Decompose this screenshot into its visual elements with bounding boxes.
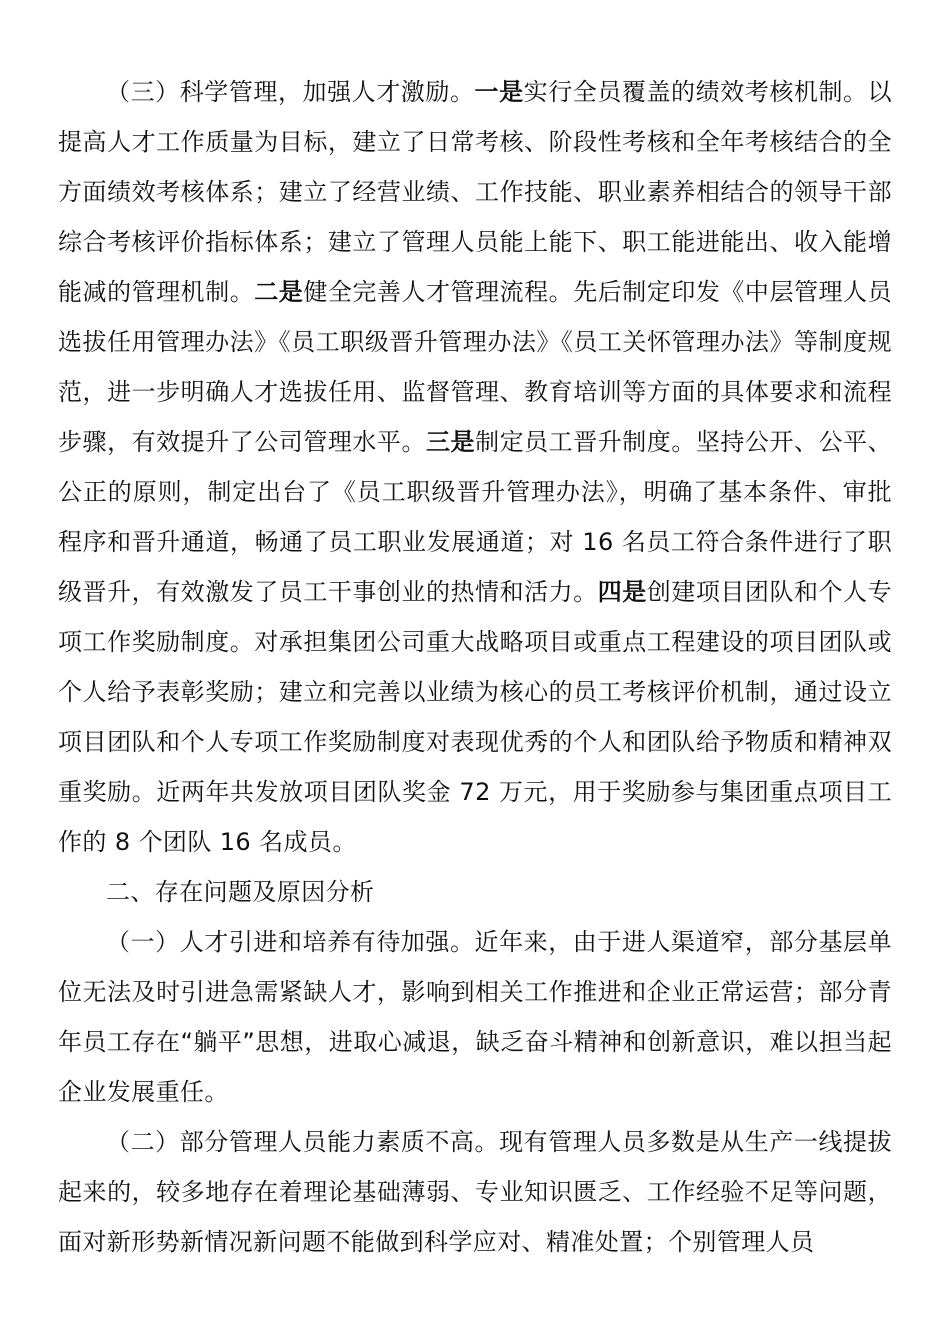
section-heading-problems: 二、存在问题及原因分析 — [106, 878, 375, 906]
point-3-label: 三是 — [426, 428, 476, 456]
point-4-label: 四是 — [597, 578, 647, 606]
paragraph-problem-2: （二）部分管理人员能力素质不高。现有管理人员多数是从生产一线提拔起来的，较多地存在着理论基础薄弱、专业知识匮乏、工作经验不足等问题，面对新形势新情况新问题不能做到科学应对、精准处置；个别管理人员 — [58, 1128, 892, 1256]
point-2-text: 健全完善人才管理流程。先后制定印发《中层管理人员选拔任用管理办法》《员工职级晋升管理办法》《员工关怀管理办法》等制度规范，进一步明确人才选拔任用、监督管理、教育培训等方面的具体要求和流程步骤，有效提升了公司管理水平。 — [58, 278, 892, 456]
point-2-label: 二是 — [254, 278, 304, 306]
point-1-text: 实行全员覆盖的绩效考核机制。以提高人才工作质量为目标，建立了日常考核、阶段性考核和全年考核结合的全方面绩效考核体系；建立了经营业绩、工作技能、职业素养相结合的领导干部综合考核评价指标体系；建立了管理人员能上能下、职工能进能出、收入能增能减的管理机制。 — [58, 78, 892, 306]
document-body — [58, 67, 892, 1267]
point-1-label: 一是 — [474, 78, 524, 106]
section-3-title: （三）科学管理，加强人才激励。 — [106, 78, 475, 106]
paragraph-problem-1: （一）人才引进和培养有待加强。近年来，由于进人渠道窄，部分基层单位无法及时引进急需紧缺人才，影响到相关工作推进和企业正常运营；部分青年员工存在“躺平”思想，进取心减退，缺乏奋斗精神和创新意识，难以担当起企业发展重任。 — [58, 928, 892, 1106]
paragraph-section-3 — [58, 67, 892, 867]
point-4-text: 创建项目团队和个人专项工作奖励制度。对承担集团公司重大战略项目或重点工程建设的项目团队或个人给予表彰奖励；建立和完善以业绩为核心的员工考核评价机制，通过设立项目团队和个人专项工作奖励制度对表现优秀的个人和团队给予物质和精神双重奖励。近两年共发放项目团队奖金 72 万元，用于奖励参与集团重点项目工作的 8 个团队 16 名成员。 — [58, 578, 892, 856]
point-3-text: 制定员工晋升制度。坚持公开、公平、公正的原则，制定出台了《员工职级晋升管理办法》，明确了基本条件、审批程序和晋升通道，畅通了员工职业发展通道；对 16 名员工符合条件进行了职级晋升，有效激发了员工干事创业的热情和活力。 — [58, 428, 892, 606]
